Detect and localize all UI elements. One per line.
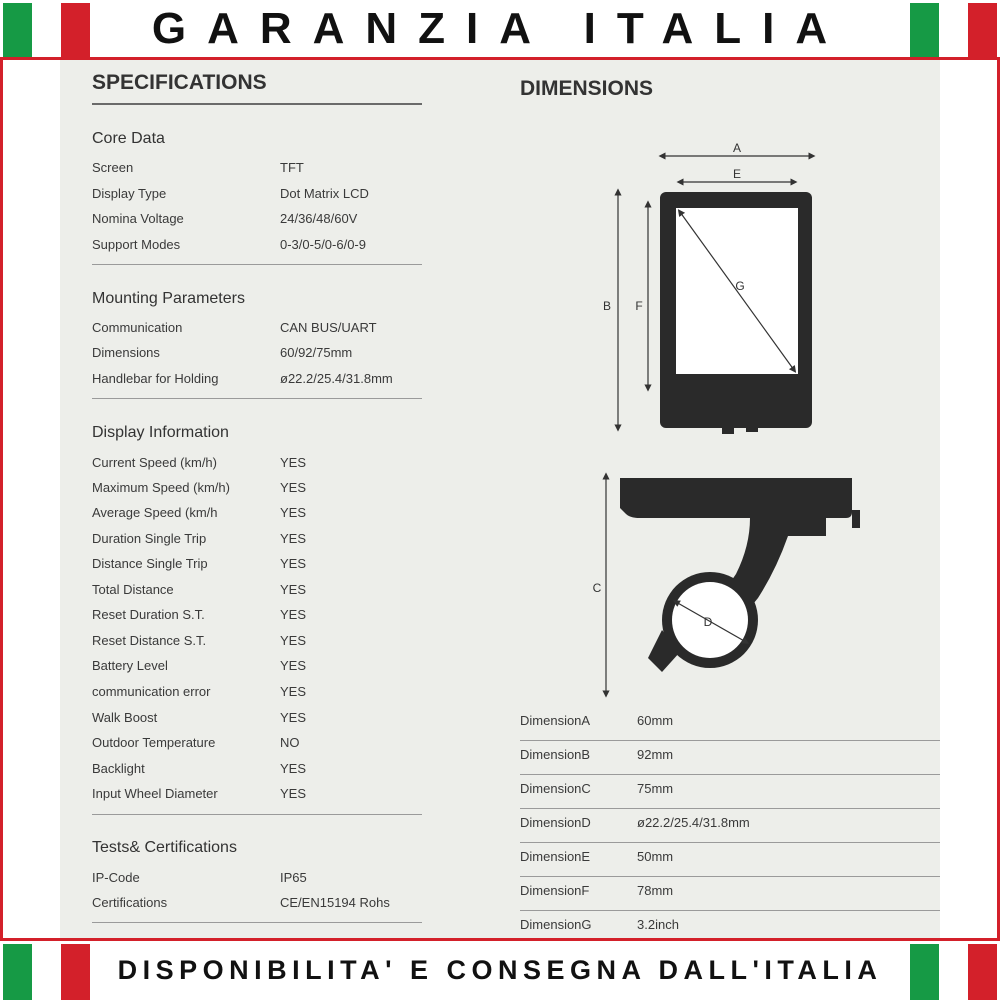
dimension-label: DimensionG xyxy=(520,917,592,932)
dimension-value: ø22.2/25.4/31.8mm xyxy=(637,815,750,830)
table-divider xyxy=(520,740,940,741)
spec-label: IP-Code xyxy=(92,870,140,885)
spec-value: CAN BUS/UART xyxy=(280,320,377,335)
dimension-value: 60mm xyxy=(637,713,674,728)
spec-label: Nomina Voltage xyxy=(92,211,184,226)
spec-value: ø22.2/25.4/31.8mm xyxy=(280,371,393,386)
spec-label: Certifications xyxy=(92,895,168,910)
dimension-label: DimensionE xyxy=(520,849,591,864)
section-divider xyxy=(92,922,422,923)
table-divider xyxy=(520,774,940,775)
dimension-label: DimensionF xyxy=(520,883,590,898)
dimension-letter-f: F xyxy=(635,299,643,313)
spec-label: Battery Level xyxy=(92,658,168,673)
title-divider xyxy=(92,103,422,105)
section-heading-core-data: Core Data xyxy=(92,130,165,147)
bottom-banner xyxy=(0,938,1000,1000)
spec-value: Dot Matrix LCD xyxy=(280,186,369,201)
section-divider xyxy=(92,398,422,399)
spec-label: Outdoor Temperature xyxy=(92,735,216,750)
specifications-title: SPECIFICATIONS xyxy=(92,71,267,94)
top-banner-text: GARANZIA ITALIA xyxy=(151,3,849,53)
dimension-label: DimensionA xyxy=(520,713,591,728)
spec-value: 24/36/48/60V xyxy=(280,211,358,226)
dimension-letter-g: G xyxy=(735,279,745,293)
spec-value: YES xyxy=(280,786,307,801)
bottom-banner-text: DISPONIBILITA' E CONSEGNA DALL'ITALIA xyxy=(117,955,883,985)
spec-label: Current Speed (km/h) xyxy=(92,455,217,470)
spec-label: Average Speed (km/h xyxy=(92,505,218,520)
dimension-label: DimensionC xyxy=(520,781,591,796)
spec-value: YES xyxy=(280,633,307,648)
dimension-label: DimensionB xyxy=(520,747,591,762)
spec-label: Distance Single Trip xyxy=(92,556,208,571)
spec-label: Communication xyxy=(92,320,183,335)
spec-value: YES xyxy=(280,455,307,470)
table-divider xyxy=(520,910,940,911)
display-front-diagram xyxy=(590,132,830,442)
spec-value: 60/92/75mm xyxy=(280,345,353,360)
spec-value: YES xyxy=(280,582,307,597)
spec-label: Support Modes xyxy=(92,237,181,252)
table-divider xyxy=(520,876,940,877)
dimension-letter-d: D xyxy=(703,615,713,629)
dimension-letter-a: A xyxy=(732,141,742,155)
section-heading-tests: Tests& Certifications xyxy=(92,839,237,856)
spec-label: Screen xyxy=(92,160,134,175)
dimension-value: 78mm xyxy=(637,883,674,898)
section-divider xyxy=(92,264,422,265)
spec-label: Reset Distance S.T. xyxy=(92,633,207,648)
italian-flag-icon xyxy=(910,3,997,57)
spec-label: Input Wheel Diameter xyxy=(92,786,218,801)
spec-value: YES xyxy=(280,556,307,571)
spec-value: 0-3/0-5/0-6/0-9 xyxy=(280,237,366,252)
spec-label: Walk Boost xyxy=(92,710,158,725)
italian-flag-icon xyxy=(3,944,90,1000)
italian-flag-icon xyxy=(910,944,997,1000)
dimension-value: 50mm xyxy=(637,849,674,864)
dimension-letter-b: B xyxy=(602,299,612,313)
dimension-label: DimensionD xyxy=(520,815,591,830)
section-heading-display-info: Display Information xyxy=(92,424,229,441)
spec-label: Total Distance xyxy=(92,582,174,597)
spec-value: YES xyxy=(280,531,307,546)
spec-value: TFT xyxy=(280,160,304,175)
spec-value: YES xyxy=(280,505,307,520)
spec-value: CE/EN15194 Rohs xyxy=(280,895,390,910)
spec-label: Reset Duration S.T. xyxy=(92,607,205,622)
spec-value: YES xyxy=(280,658,307,673)
dimensions-title: DIMENSIONS xyxy=(520,77,654,100)
table-divider xyxy=(520,808,940,809)
spec-value: YES xyxy=(280,761,307,776)
spec-value: YES xyxy=(280,607,307,622)
dimension-value: 92mm xyxy=(637,747,674,762)
spec-value: YES xyxy=(280,710,307,725)
spec-label: Dimensions xyxy=(92,345,160,360)
spec-label: Maximum Speed (km/h) xyxy=(92,480,230,495)
table-divider xyxy=(520,842,940,843)
spec-value: YES xyxy=(280,480,307,495)
spec-value: NO xyxy=(280,735,300,750)
dimension-value: 3.2inch xyxy=(637,917,679,932)
mount-side-diagram xyxy=(590,470,920,700)
spec-label: Duration Single Trip xyxy=(92,531,207,546)
dimension-letter-c: C xyxy=(592,581,602,595)
section-divider xyxy=(92,814,422,815)
top-banner xyxy=(0,0,1000,60)
section-heading-mounting: Mounting Parameters xyxy=(92,290,245,307)
spec-label: Backlight xyxy=(92,761,145,776)
spec-label: Handlebar for Holding xyxy=(92,371,219,386)
content-panel xyxy=(60,60,940,938)
spec-value: IP65 xyxy=(280,870,307,885)
spec-label: Display Type xyxy=(92,186,167,201)
spec-label: communication error xyxy=(92,684,211,699)
dimension-value: 75mm xyxy=(637,781,674,796)
spec-value: YES xyxy=(280,684,307,699)
italian-flag-icon xyxy=(3,3,90,57)
dimension-letter-e: E xyxy=(732,167,742,181)
